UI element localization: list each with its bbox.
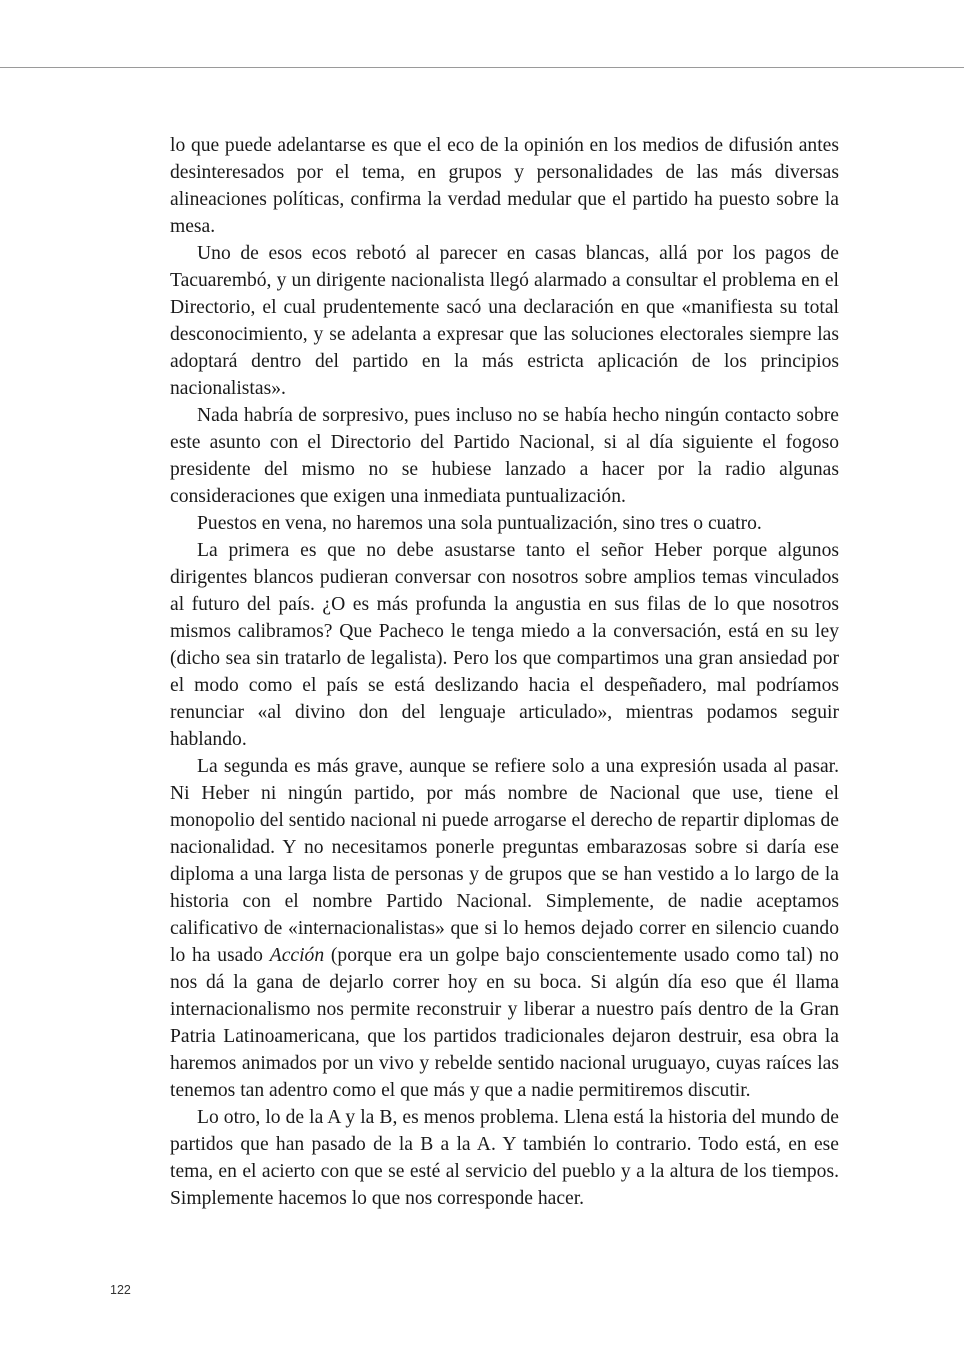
publication-title: Acción	[269, 945, 325, 966]
paragraph: lo que puede adelantarse es que el eco de la opinión en los medios de difusión antes desinteresados por el tema, en grupos y personalidades de las más diversas alineaciones políticas, confirma la verdad medular que el partido ha puesto sobre la mesa.	[170, 135, 839, 237]
page-number: 122	[110, 1283, 131, 1297]
body-text	[170, 132, 839, 1212]
paragraph-text: (porque era un golpe bajo conscientemente usado como tal) no nos dá la gana de dejarlo correr hoy en su boca. Si algún día eso que él llama internacionalismo nos permite reconstruir y liberar a nuestro país dentro de la Gran Patria Latinoamericana, que los partidos tradicionales dejaron destruir, esa obra la haremos animados por un vivo y rebelde sentido nacional uruguayo, cuyas raíces las tenemos tan adentro como el que más y que a nadie permitiremos discutir.	[170, 945, 839, 1101]
paragraph	[170, 753, 839, 1104]
paragraph: Uno de esos ecos rebotó al parecer en casas blancas, allá por los pagos de Tacuarembó, y un dirigente nacionalista llegó alarmado a consultar el problema en el Directorio, el cual prudentemente sacó una declaración en que «manifiesta su total desconocimiento, y se adelanta a expresar que las soluciones electorales siempre las adoptará dentro del partido en la más estricta aplicación de los principios nacionalistas».	[170, 243, 839, 399]
paragraph: Lo otro, lo de la A y la B, es menos problema. Llena está la historia del mundo de partidos que han pasado de la B a la A. Y también lo contrario. Todo está, en ese tema, en el acierto con que se esté al servicio del pueblo y a la altura de los tiempos. Simplemente hacemos lo que nos corresponde hacer.	[170, 1107, 839, 1209]
paragraph-text: La segunda es más grave, aunque se refiere solo a una expresión usada al pasar. Ni Heber ni ningún partido, por más nombre de Nacional que use, tiene el monopolio del sentido nacional ni puede arrogarse el derecho de repartir diplomas de nacionalidad. Y no necesitamos ponerle preguntas embarazosas sobre si daría ese diploma a una larga lista de personas y de grupos que se han vestido a lo largo de la historia con el nombre Partido Nacional. Simplemente, de nadie aceptamos calificativo de «internacionalistas» que si lo hemos dejado correr en silencio cuando lo ha usado	[170, 756, 839, 966]
paragraph: Puestos en vena, no haremos una sola puntualización, sino tres o cuatro.	[197, 513, 762, 534]
paragraph: La primera es que no debe asustarse tanto el señor Heber porque algunos dirigentes blancos pudieran conversar con nosotros sobre amplios temas vinculados al futuro del país. ¿O es más profunda la angustia en sus filas de lo que nosotros mismos calibramos? Que Pacheco le tenga miedo a la conversación, está en su ley (dicho sea sin tratarlo de legalista). Pero los que compartimos una gran ansiedad por el modo como el país se está deslizando hacia el despeñadero, mal podríamos renunciar «al divino don del lenguaje articulado», mientras podamos seguir hablando.	[170, 540, 839, 750]
header-rule	[0, 67, 964, 68]
paragraph: Nada habría de sorpresivo, pues incluso no se había hecho ningún contacto sobre este asunto con el Directorio del Partido Nacional, si al día siguiente el fogoso presidente del mismo no se hubiese lanzado a hacer por la radio algunas consideraciones que exigen una inmediata puntualización.	[170, 405, 839, 507]
